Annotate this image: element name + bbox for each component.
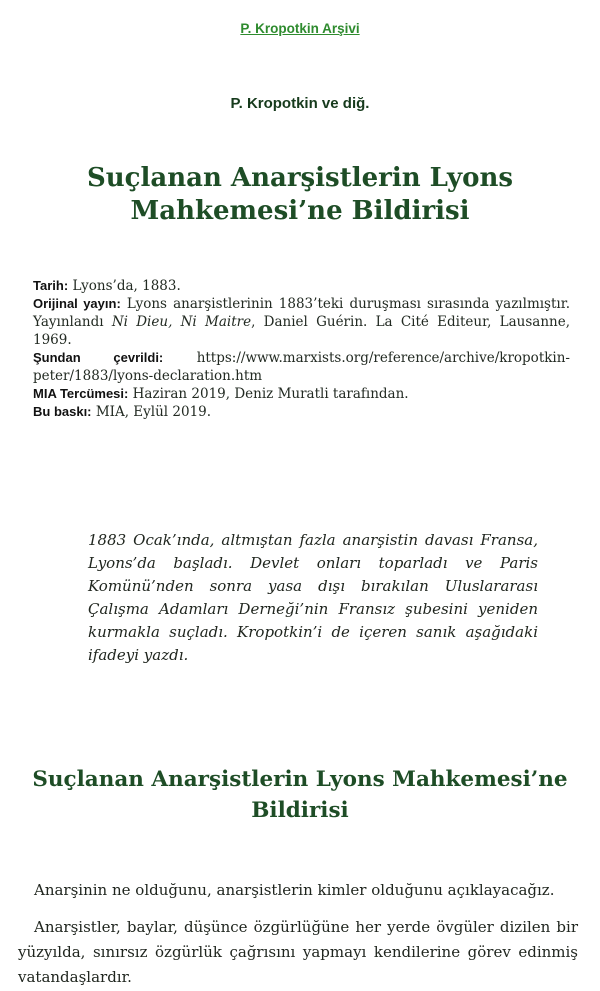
info-row-date	[33, 277, 570, 295]
info-label-original-publication: Orijinal yayın:	[33, 295, 121, 311]
info-value-book-title: Ni Dieu, Ni Maitre	[111, 313, 252, 330]
document-title: Suçlanan Anarşistlerin Lyons Mahkemesi’ne Bildirisi	[86, 163, 514, 227]
source-url: https://www.marxists.org/reference/archive/kropotkin-peter/1883/lyons-declaration.htm	[33, 349, 570, 384]
info-label-date: Tarih:	[33, 277, 69, 293]
editorial-intro-note: 1883 Ocak’ında, altmıştan fazla anarşistin davası Fransa, Lyons’da başladı. Devlet onları toparladı ve Paris Komünü’nden sonra yasa dışı bırakılan Uluslararası Çalışma Adamları Derneği’nin Fransız şubesini yeniden kurmakla suçladı. Kropotkin’i de içeren sanık aşağıdaki ifadeyi yazdı.	[88, 530, 538, 664]
info-value-date: Lyons’da, 1883.	[72, 277, 181, 294]
info-value-original-publication-before: Lyons anarşistlerinin 1883’teki duruşması sırasında yazılmıştır. Yayınlandı	[33, 295, 570, 330]
info-row-translated-from	[33, 349, 570, 385]
body-paragraph-1: Anarşinin ne olduğunu, anarşistlerin kimler olduğunu açıklayacağız.	[34, 880, 555, 899]
info-label-this-edition: Bu baskı:	[33, 403, 92, 419]
info-value-mia-translation: Haziran 2019, Deniz Muratli tarafından.	[132, 385, 409, 402]
archive-link-container	[0, 0, 600, 37]
info-value-original-publication-after: , Daniel Guérin. La Cité Editeur, Lausanne, 1969.	[33, 313, 570, 348]
info-row-mia-translation	[33, 385, 570, 403]
publication-info-block	[33, 277, 570, 421]
body-paragraph-2: Anarşistler, baylar, düşünce özgürlüğüne her yerde övgüler dizilen bir yüzyılda, sınırsız özgürlük çağrısını yapmayı kendilerine görev edinmiş vatandaşlardır.	[18, 918, 578, 987]
author-line: P. Kropotkin ve diğ.	[230, 95, 370, 112]
info-label-translated-from: Şundan çevrildi:	[33, 349, 164, 365]
info-value-this-edition: MIA, Eylül 2019.	[95, 403, 212, 420]
kropotkin-archive-link[interactable]: P. Kropotkin Arşivi	[240, 21, 360, 36]
body-text	[18, 878, 578, 991]
info-label-mia-translation: MIA Tercümesi:	[33, 385, 129, 401]
info-row-this-edition	[33, 403, 570, 421]
section-title: Suçlanan Anarşistlerin Lyons Mahkemesi’ne Bildirisi	[32, 766, 568, 823]
info-row-original-publication	[33, 295, 570, 349]
